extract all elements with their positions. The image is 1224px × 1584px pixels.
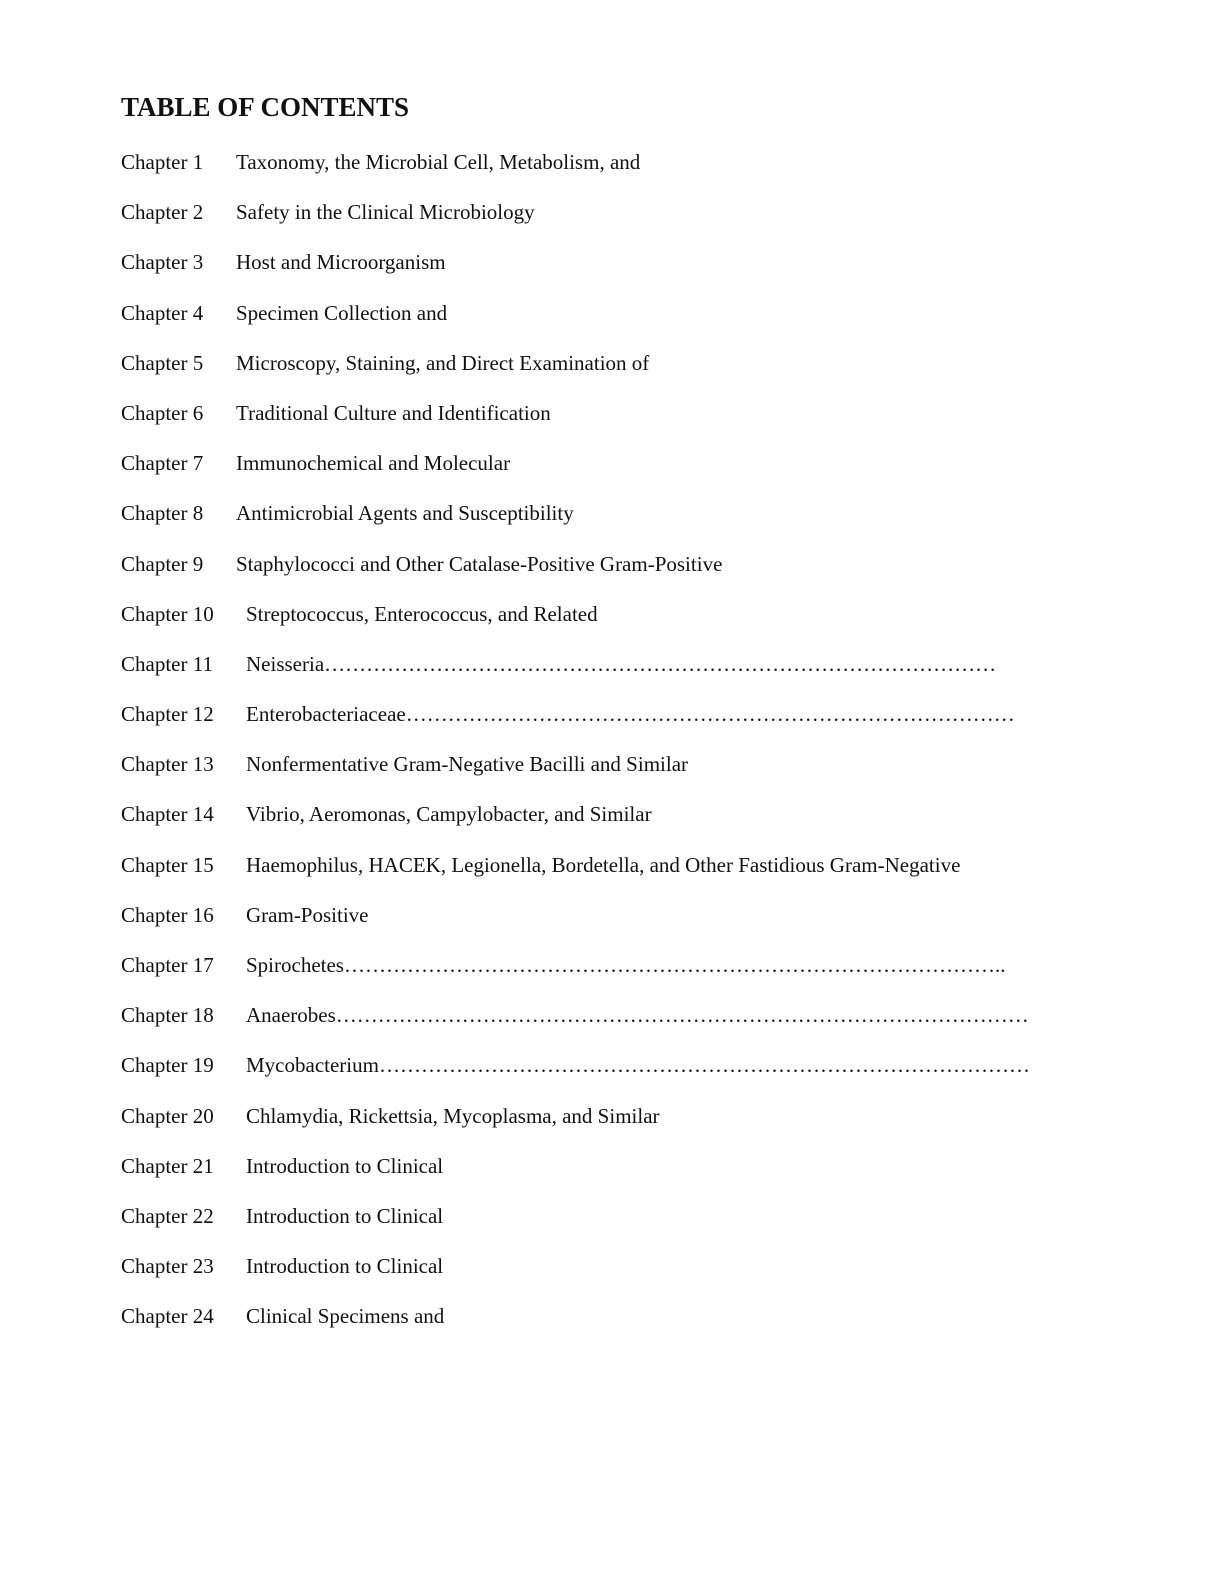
chapter-title: Vibrio, Aeromonas, Campylobacter, and Similar [246,802,652,827]
chapter-title: Microscopy, Staining, and Direct Examination of [236,350,650,375]
chapter-label: Chapter 22 [121,1203,214,1228]
toc-entry [121,848,961,898]
chapter-title: Traditional Culture and Identification [236,400,551,425]
chapter-label: Chapter 7 [121,451,204,476]
toc-entry [121,697,1015,747]
chapter-title: Antimicrobial Agents and Susceptibility [236,501,574,526]
chapter-title: Taxonomy, the Microbial Cell, Metabolism, and [236,150,641,174]
toc-entry [121,346,650,396]
chapter-label: Chapter 1 [121,150,204,174]
toc-entry [121,195,535,245]
chapter-label: Chapter 18 [121,1003,214,1028]
toc-entry [121,145,641,195]
toc-entry [121,1249,444,1299]
chapter-label: Chapter 24 [121,1304,214,1329]
toc-entry [121,245,446,295]
chapter-label: Chapter 20 [121,1103,214,1128]
toc-entry [121,1199,444,1249]
chapter-title: Host and Microorganism [236,250,446,275]
chapter-label: Chapter 3 [121,250,204,275]
chapter-title: Gram-Positive [246,902,369,927]
chapter-title: Mycobacterium………………………………………………………………………………… [246,1053,1030,1078]
chapter-label: Chapter 21 [121,1153,214,1178]
toc-entry [121,547,723,597]
chapter-title: Clinical Specimens and [246,1304,445,1329]
chapter-label: Chapter 8 [121,501,204,526]
chapter-label: Chapter 9 [121,551,204,576]
chapter-title: Enterobacteriaceae…………………………………………………………………………… [246,702,1015,727]
toc-entry [121,496,574,546]
chapter-label: Chapter 14 [121,802,214,827]
chapter-title: Safety in the Clinical Microbiology [236,200,535,225]
chapter-label: Chapter 16 [121,902,214,927]
toc-entry [121,898,369,948]
chapter-title: Introduction to Clinical [246,1153,444,1178]
toc-entry [121,1099,660,1149]
chapter-label: Chapter 11 [121,651,213,676]
page-title: TABLE OF CONTENTS [121,92,410,122]
chapter-label: Chapter 13 [121,752,214,777]
chapter-label: Chapter 4 [121,300,204,325]
toc-entry [121,296,448,346]
toc-entry [121,647,997,697]
chapter-title: Nonfermentative Gram-Negative Bacilli and Similar [246,752,689,777]
chapter-title: Neisseria…………………………………………………………………………………… [246,651,997,676]
chapter-title: Haemophilus, HACEK, Legionella, Bordetella, and Other Fastidious Gram-Negative [246,852,961,877]
toc-list [121,145,1030,1350]
chapter-title: Introduction to Clinical [246,1203,444,1228]
chapter-title: Specimen Collection and [236,300,448,325]
chapter-label: Chapter 17 [121,953,214,977]
chapter-title: Spirochetes………………………………………………………………………………….. [246,953,1006,977]
chapter-label: Chapter 12 [121,702,214,727]
toc-entry [121,797,652,847]
toc-entry [121,1048,1030,1098]
chapter-label: Chapter 19 [121,1053,214,1078]
chapter-label: Chapter 23 [121,1254,214,1279]
chapter-title: Anaerobes……………………………………………………………………………………… [246,1003,1029,1028]
toc-entry [121,747,689,797]
toc-entry [121,1149,444,1199]
chapter-label: Chapter 6 [121,400,204,425]
chapter-label: Chapter 5 [121,350,204,375]
toc-entry [121,1299,445,1349]
chapter-title: Streptococcus, Enterococcus, and Related [246,601,598,626]
chapter-label: Chapter 15 [121,852,214,877]
toc-entry [121,446,511,496]
chapter-label: Chapter 10 [121,601,214,626]
chapter-title: Chlamydia, Rickettsia, Mycoplasma, and Similar [246,1103,660,1128]
toc-entry [121,998,1029,1048]
chapter-label: Chapter 2 [121,200,204,225]
chapter-title: Staphylococci and Other Catalase-Positive Gram-Positive [236,551,723,576]
toc-entry [121,948,1006,998]
toc-entry [121,597,598,647]
toc-entry [121,396,551,446]
chapter-title: Immunochemical and Molecular [236,451,511,476]
chapter-title: Introduction to Clinical [246,1254,444,1279]
